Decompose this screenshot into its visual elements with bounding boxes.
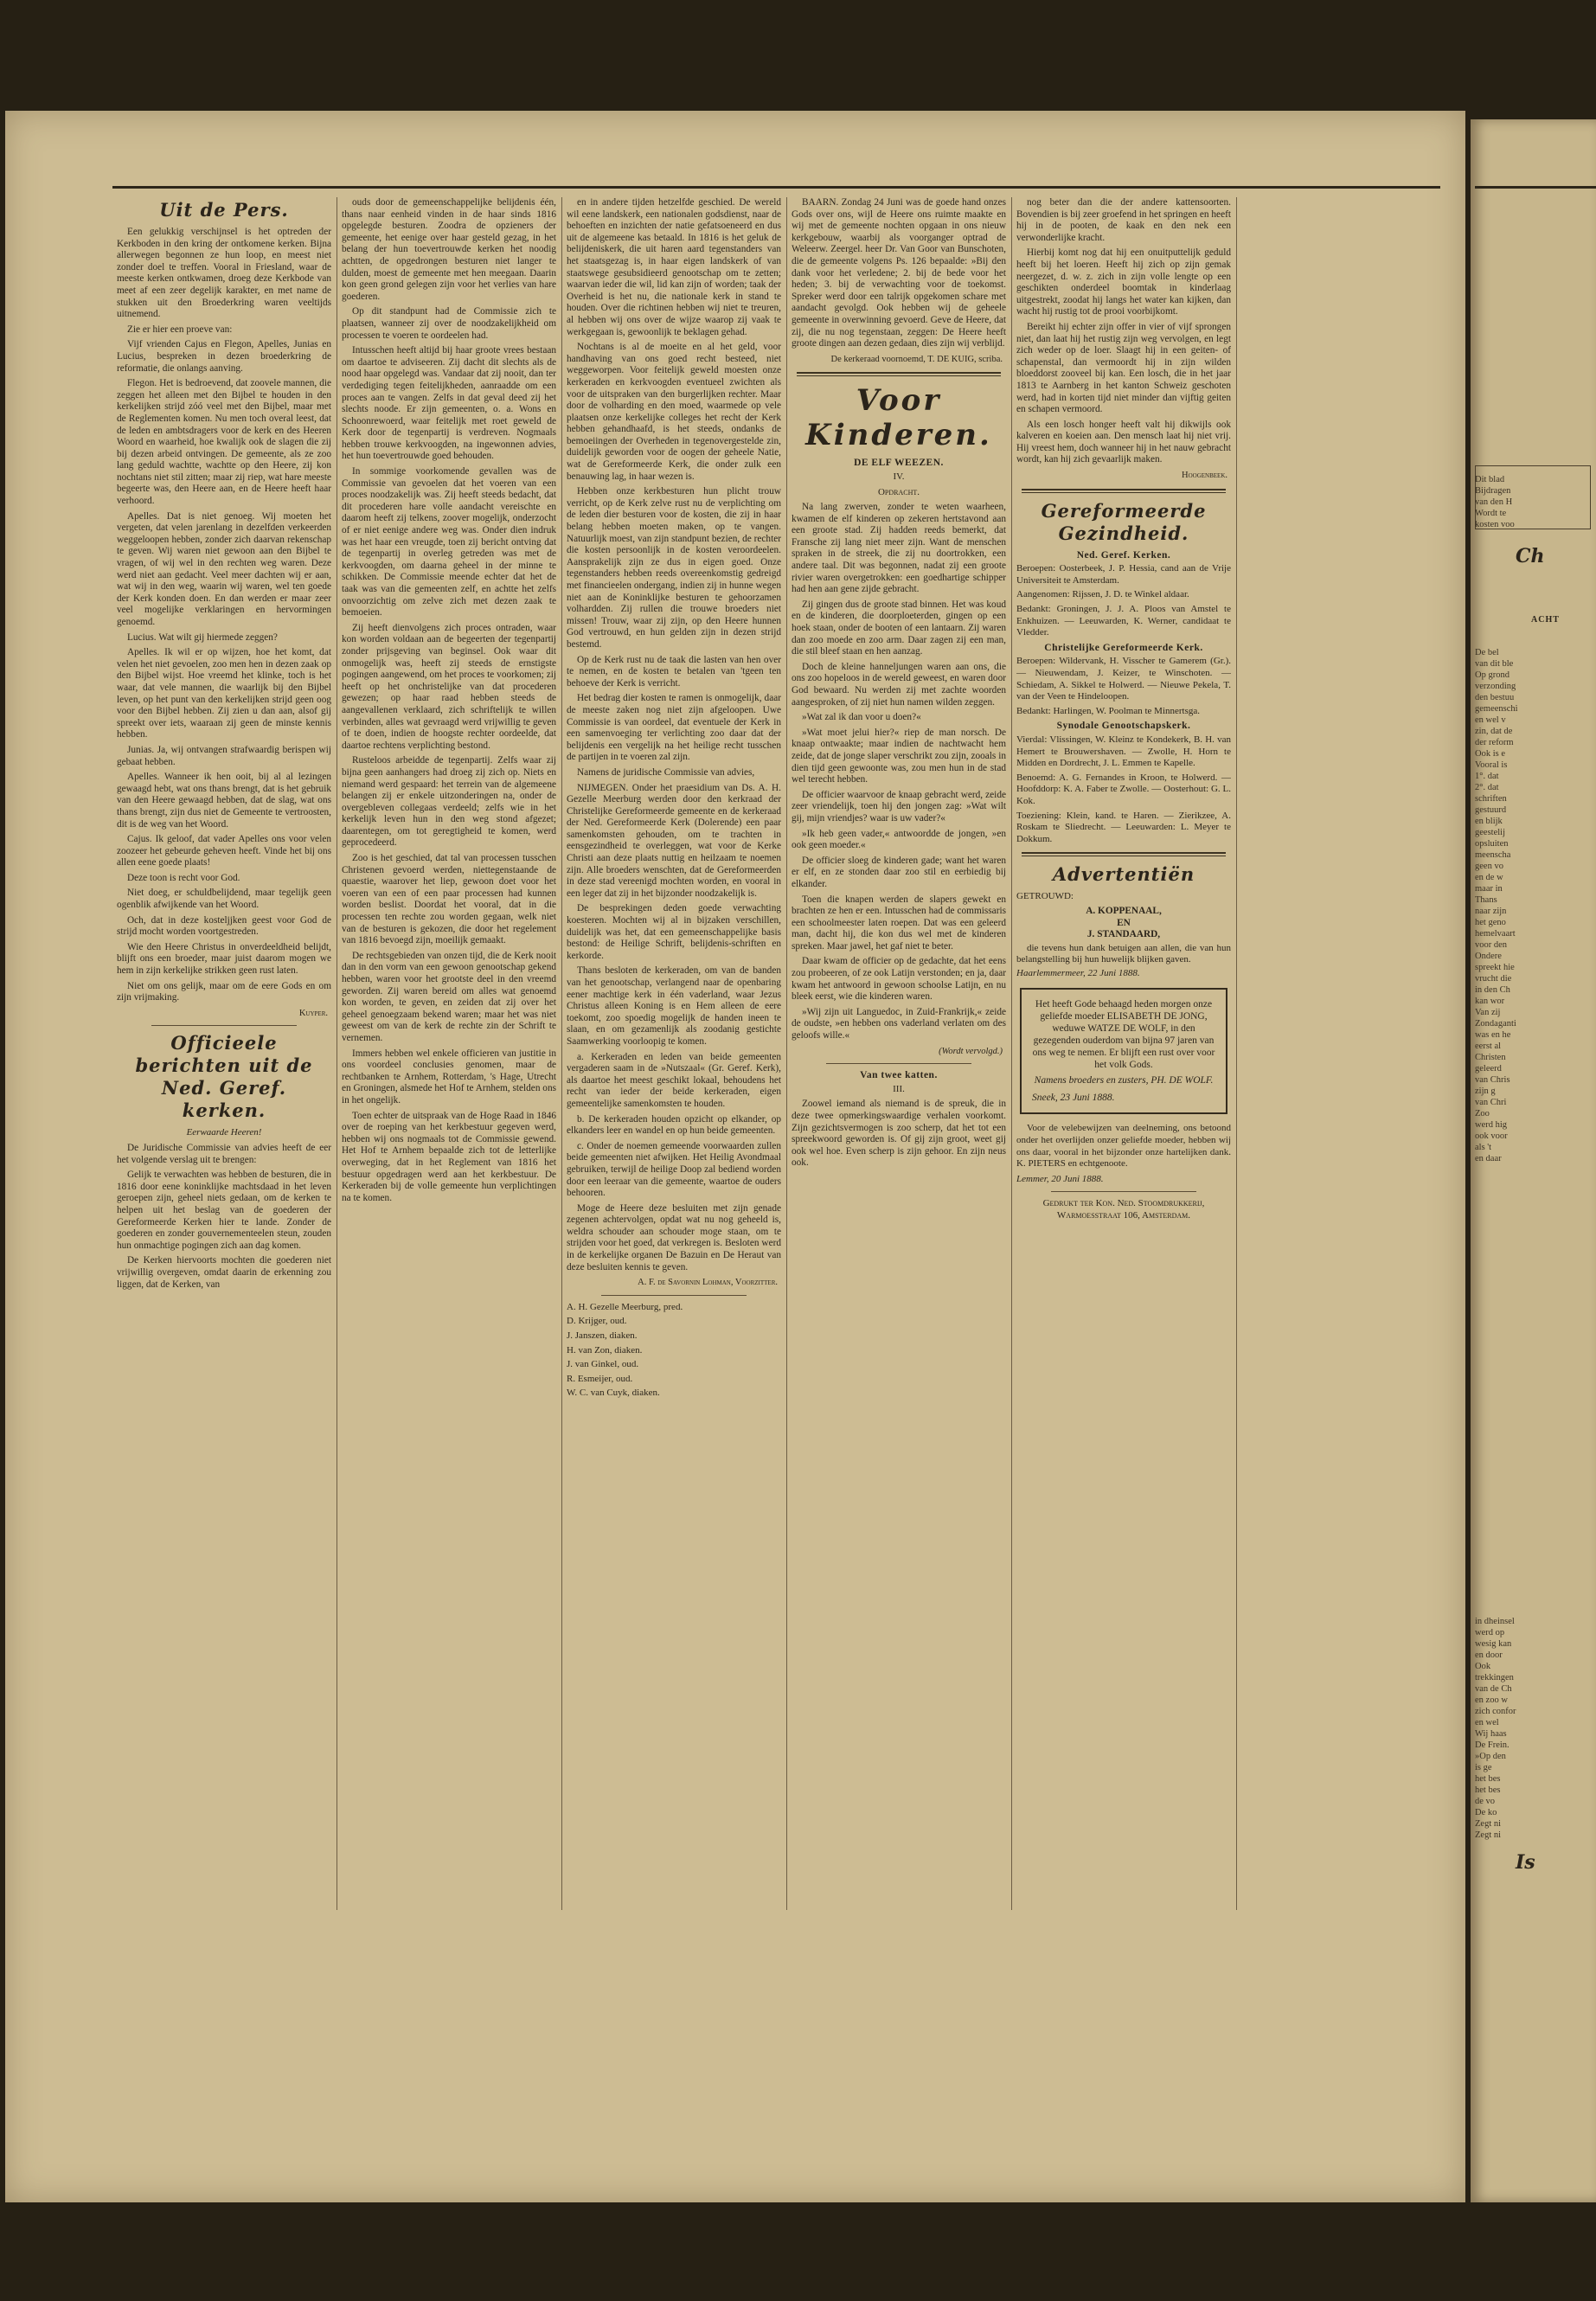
fragment-line: en wel (1475, 1718, 1499, 1727)
fragment-line: en door (1475, 1650, 1503, 1660)
fragment-line: 2°. dat (1475, 783, 1499, 792)
fragment-line: opsluiten (1475, 839, 1509, 849)
fragment-line: geleerd (1475, 1064, 1502, 1074)
fragment-line: Christen (1475, 1053, 1506, 1062)
commission-signers (567, 1277, 781, 1289)
signer-line: W. C. van Cuyk, diaken. (567, 1388, 660, 1399)
fragment-line: »Op den (1475, 1752, 1506, 1761)
signer-line: D. Krijger, oud. (567, 1316, 627, 1327)
church-news-list (1016, 656, 1231, 717)
story-body (792, 502, 1006, 1042)
paragraph: Het bedrag dier kosten te ramen is onmogelijk, daar de meeste zaken nog niet zijn afgeloopen. Uwe Commissie is van oordeel, dat eventuele der Kerk in een samenvoeging ter verlichting zoo daar dat der belijdenis een vergelijk na het heilige recht tusschen de partijen in te voeren zal zijn. (567, 693, 781, 763)
fragment-line: het geno (1475, 918, 1506, 927)
fragment-line: meenscha (1475, 850, 1511, 860)
fragment-line: van Chris (1475, 1075, 1510, 1085)
paragraph: Zie er hier een proeve van: (127, 324, 233, 335)
fragment-line: geen vo (1475, 862, 1503, 871)
paragraph: Wie den Heere Christus in onverdeeldheid belijdt, blijft ons een broeder, maar juist daarom mogen we hem in zijn kerkelijke strikken geen rust laten. (117, 941, 331, 977)
section-heading-advertentien: Advertentiën (1052, 863, 1195, 886)
divider (151, 1025, 297, 1026)
obituary-names: Namens broeders en zusters, PH. DE WOLF. (1034, 1075, 1214, 1086)
news-line: Beroepen: Oosterbeek, J. P. Hessia, cand aan de Vrije Universiteit te Amsterdam. (1016, 563, 1231, 586)
paragraph: c. Onder de noemen gemeende voorwaarden zullen beide gemeenten niet afwijken. Het Heilig Avondmaal gebruiken, terwijl de heilige Doop zal bediend worden door een leeraar van die gemeente, waartoe de ouders behooren. (567, 1140, 781, 1199)
fragment-line: en daar (1475, 1154, 1502, 1163)
paragraph: De Kerken hiervoorts mochten die goederen niet vrijwillig overgeven, omdat daarin de erkenning zou liggen, dat de Kerken, van (117, 1255, 331, 1290)
announcement-name-line: J. STANDAARD, (1086, 929, 1161, 940)
signature: Hoogenbeek. (1182, 471, 1227, 481)
fragment-line: in dheinsel (1475, 1617, 1515, 1626)
fragment-line: zijn g (1475, 1086, 1496, 1096)
fragment-header-rule (1475, 186, 1596, 189)
column-2 (342, 197, 556, 1910)
paragraph: Op de Kerk rust nu de taak die lasten van hen over te nemen, en de kosten te betalen van 'tgeen ten behoeve der Kerk is verricht. (567, 654, 781, 689)
paragraph: »Wat moet jelui hier?« riep de man norsch. De knaap ontwaakte; maar indien de nachtwacht hem zeide, dat de jonge slaper verschrikt zou zijn, zooals in dien tijd geen gewoonte was, zou men hun in de stad wel terecht hebben. (792, 727, 1006, 785)
fragment-line: De bel (1475, 648, 1499, 657)
paragraph: Deze toon is recht voor God. (127, 872, 240, 883)
fragment-line: spreekt hie (1475, 963, 1515, 972)
paragraph: Cajus. Ik geloof, dat vader Apelles ons voor velen zoozeer het gebeurde geheven heeft. Vinde het bij ons allen eene goede plaats! (117, 834, 331, 868)
fragment-line: van Chri (1475, 1098, 1507, 1107)
subheading-ned-geref-kerken: Ned. Geref. Kerken. (1076, 549, 1171, 561)
article-body (117, 227, 331, 1004)
paragraph: Doch de kleine hanneljungen waren aan ons, die ons zoo hopeloos in de wereld geweest, en waren door God bewaard. Nu werden zij met zachte woorden aangesproken, of zij niet hun namen wilden zeggen. (792, 661, 1006, 708)
fragment-line: maar in (1475, 884, 1503, 894)
fragment-line: De Frein. (1475, 1740, 1509, 1750)
fragment-line: de vo (1475, 1797, 1496, 1806)
news-line: Beroepen: Wildervank, H. Visscher te Gamerem (Gr.). — Nieuwendam, J. Keizer, te Winschoten. — Schiedam, A. Sikkel te Holwerd. — Nieuwe Pekela, T. van der Veen te Hindeloopen. (1016, 656, 1231, 702)
fragment-box (1475, 465, 1591, 529)
paragraph: »Wij zijn uit Languedoc, in Zuid-Frankrijk,« zeide de oudste, »en hebben ons vaderland verlaten om des geloofs wille.« (792, 1006, 1006, 1042)
fragment-line: het bes (1475, 1785, 1501, 1795)
divider (601, 1295, 747, 1296)
double-rule (1022, 489, 1226, 493)
announcement-names (1016, 906, 1231, 941)
subheading-synodale: Synodale Genootschapskerk. (1056, 721, 1191, 732)
fragment-line: Wordt te (1475, 509, 1507, 518)
news-line: Toeziening: Klein, kand. te Haren. — Zierikzee, A. Roskam te Sliedrecht. — Leeuwarden: L. Meyer te Dokkum. (1016, 810, 1231, 844)
section-heading-voor-kinderen: Voor Kinderen. (805, 383, 992, 453)
fragment-line: als 't (1475, 1143, 1492, 1152)
fragment-line: Zegt ni (1475, 1830, 1502, 1840)
announcement-name-line: A. KOPPENAAL, (1086, 905, 1162, 916)
article-body (567, 197, 781, 1273)
story-title: DE ELF WEEZEN. (854, 458, 944, 469)
fragment-line: wesig kan (1475, 1639, 1512, 1649)
fragment-line: den bestuu (1475, 693, 1515, 702)
fragment-line: Zoo (1475, 1109, 1490, 1118)
signature: De kerkeraad voornoemd, T. DE KUIG, scriba. (830, 354, 1003, 364)
church-news-list (1016, 563, 1231, 639)
paragraph: De besprekingen deden goede verwachting koesteren. Mochten wij al in bijzaken verschillen, duidelijk was het, dat een gemeenschappelijke basis bestond: de Heilige Schrift, belijdenis-schriften en kerkorde. (567, 903, 781, 961)
signer-line: R. Esmeijer, oud. (567, 1373, 633, 1384)
chapter-number: III. (893, 1083, 905, 1094)
fragment-line: kosten voo (1475, 520, 1515, 529)
fragment-line: zich confor (1475, 1707, 1516, 1716)
paragraph: Thans besloten de kerkeraden, om van de banden van het genootschap, verlangend naar de openbaring eener machtige kerk in één vaderland, waar Jezus Christus alleen Koning is en Hem alleen de eere toekomt, zoo spoedig mogelijk de handen ineen te slaan, en om gezamenlijk als zoodanig gestichte Saamwerking voorloopig te komen. (567, 965, 781, 1047)
article-body (117, 1143, 331, 1291)
paragraph: Niet doeg, er schuldbelijdend, maar tegelijk geen ogenblik afwijkende van het Woord. (117, 888, 331, 911)
fragment-line: trekkingen (1475, 1673, 1514, 1682)
paragraph: BAARN. Zondag 24 Juni was de goede hand onzes Gods over ons, wijl de Heere ons ruimte maakte en wij met de gemeente nochten opgaan in ons nieuw kerkgebouw, waarbij als voorganger optrad de Weleerw. Zeergel. heer Dr. Van Goor van Bunschoten, die de gemeente volgens Ps. 126 bepaalde: »Bij den dank voor het verledene; 2. bij de bede voor het heden; 3. bij de verwachting voor de toekomst. Spreker werd door een talrijk opgekomen schare met aandacht gevolgd. Ook hebben wij de geheele gemeente in overwinning gevoerd. Geve de Heere, dat zij, die nu nog tegenstaan, zeggen: De Heere heeft groote dingen aan dezen gedaan, dies zijn wij verblijd. (792, 197, 1006, 349)
section-heading-officieele-berichten: Officieele berichten uit de Ned. Geref. kerken. (135, 1032, 313, 1122)
announcement-label: GETROUWD: (1016, 891, 1074, 902)
paragraph: De officier sloeg de kinderen gade; want het waren er elf, en ze stonden daar zoo stil en eerbiedig bij elkander. (792, 855, 1006, 889)
column-divider (1236, 197, 1237, 1910)
paragraph: Toen die knapen werden de slapers gewekt en brachten ze hen er een. Intusschen had de commissaris een schoolmeester laten roepen. Dat was een geleerd man, dacht hij, die kon dus wel met de kinderen spreken. Maar jawel, het gaf niet te beter. (792, 894, 1006, 952)
paragraph: Moge de Heere deze besluiten met zijn genade zegenen achtervolgen, opdat wat nu nog geheeld is, weldra schouder aan schouder moge staan, om te strijden voor het goed, dat verkregen is. Besloten werd in de kerkelijke organen De Bazuin en De Heraut van deze besluiten kennis te geven. (567, 1202, 781, 1272)
column-5 (1016, 197, 1231, 1910)
story-body (792, 1099, 1006, 1170)
story-title-katten: Van twee katten. (860, 1070, 938, 1081)
fragment-line: Ook is e (1475, 749, 1505, 759)
paragraph: Immers hebben wel enkele officieren van justitie in ons voordeel conclusies genomen, maar de rechtbanken te Arnhem, Rotterdam, 's Hage, Utrecht en Groningen, alsmede het Hof te Arnhem, stelden ons in het ongelijk. (342, 1048, 556, 1106)
paragraph: Gelijk te verwachten was hebben de besturen, die in 1816 door eene koninklijke machtsdaad in het leven geroepen zijn, geheel niets gedaan, om de kerken te helpen uit het beslag van de goederen der Gereformeerde Kerken hier te lande. Zonder de goederen en zonder gouvernementeelen steun, zouden hun onmachtige pogingen zich aan dag komen. (117, 1170, 331, 1251)
paragraph: a. Kerkeraden en leden van beide gemeenten vergaderen saam in de »Nutszaal« (Gr. Geref. Kerk), als daartoe het meest geschikt lokaal, behoudens het recht van ieder der beide kerkeraden, eigen gemeentelijke samenkomsten te houden. (567, 1051, 781, 1109)
paragraph: Intusschen heeft altijd bij haar groote vrees bestaan om daartoe te adviseeren. Zij dacht dit slechts als de nood haar opgelegd was. Vandaar dat zij nooit, dan ter verdediging tegen feitelijkheden, aanraadde om een proces aan te vangen. Zelfs in dat geval deed zij het slechts noode. Er zijn gemeenten, o. a. Wons en Schoonrewoerd, waar feitelijk met roet geweld de Kerk door de tegenpartij is verdreven. Nogmaals hebben trouwe kerkvoogden, na ingewonnen advies, het hun toevertrouwde goed behouden. (342, 345, 556, 462)
fragment-line: Bijdragen (1475, 486, 1511, 496)
news-line: Bedankt: Harlingen, W. Poolman te Minnertsga. (1016, 705, 1201, 716)
paragraph: Lucius. Wat wilt gij hiermede zeggen? (127, 631, 278, 643)
paragraph: De rechtsgebieden van onzen tijd, die de Kerk nooit dan in den vorm van een gewoon genootschap gekend hebben, waren voor het grootste deel in den vreemd geworden. Zij waren bereid om alles wat genoemd kon worden, te geven, en zeiden dat zij over het geheel genoegzaam bekend waren; maar het was niet geweest om van de kerk de rechte zin der Schrift te vernemen. (342, 950, 556, 1043)
article-body (1016, 197, 1231, 466)
fragment-line: De ko (1475, 1808, 1497, 1817)
paragraph: De officier waarvoor de knaap gebracht werd, zeide zeer vriendelijk, toen hij den jongen zag: »Wat wilt gij, mijn vriendjes? waar is uw vader?« (792, 789, 1006, 824)
fragment-line: Vooral is (1475, 760, 1508, 770)
paragraph: Nochtans is al de moeite en al het geld, voor handhaving van ons goed recht besteed, niet weggeworpen. Voor feitelijk geweld moesten onze kerkeraden en kerkvoogden eventueel zwichten als voor de uitspraken van den burgerlijken rechter. Maar door de volharding en den moed, waarmede op vele plaatsen onze kerkelijke colleges het recht der Kerk hebben gehandhaafd, is het steeds, ondanks de bemoeiingen der Overheden in tegenovergestelde zin, duidelijk geworden voor de oogen der geheele Natie, wat de Gereformeerde Kerk, die onder zulk een benauwing lag, in haar wezen is. (567, 342, 781, 482)
divider (826, 1063, 971, 1064)
paragraph: Toen echter de uitspraak van de Hoge Raad in 1846 over de roeping van het kerkbestuur gegeven werd, hebben wij ons nogmaals tot de Commissie gewend. Het Hof te Arnhem bepaalde zich tot de letterlijke overweging, dat in het Reglement van 1816 het bestuur opgedragen werd aan het kerkbestuur. De Kerkeraden bij de volle gemeente hun verplichtingen na te komen. (342, 1110, 556, 1203)
fragment-line: werd op (1475, 1628, 1505, 1638)
paragraph: Junias. Ja, wij ontvangen strafwaardig berispen wij gebaat hebben. (117, 744, 331, 767)
fragment-line: verzonding (1475, 682, 1516, 691)
header-rule (112, 186, 1440, 189)
paragraph: Hebben onze kerkbesturen hun plicht trouw verricht, op de Kerk zelve rust nu de verplichting om de leden dier besturen voor de kosten, die zij in haar belang hebben moeten maken, op te vangen. Natuurlijk moest, van zijn standpunt bezien, de rechter die kosten persoonlijk in de kosten veroordeelen. Aansprakelijk zijn ze dus in eigen goed. Onze tegenstanders hebben reeds overeenkomstig gedreigd met financieelen ondergang, indien zij in hunne wegen niet aan de Koninklijke besturen te gehoorzamen volhardden. Zij rullen die trouwe broeders niet missen! Trouw, waar zij zijn, op den Heere hunnen God vertrouwd, en hun gelden zijn in dezen strijd bestemd. (567, 486, 781, 650)
fragment-line: was en he (1475, 1030, 1511, 1040)
fragment-line: der reform (1475, 738, 1514, 747)
paragraph: Zoowel iemand als niemand is de spreuk, die in deze twee opmerkingswaardige verhalen voorkomt. Zijn gezichtsvermogen is zoo scherp, dat het tot een spreekwoord geworden is. Of gij zijn groot, weet gij ook wel hoe. Even scherp is zijn gehoor. En zijn neus ook. (792, 1099, 1006, 1169)
article-body (792, 197, 1006, 350)
obituary-date: Sneek, 23 Juni 1888. (1032, 1093, 1115, 1104)
news-line: Aangenomen: Rijssen, J. D. te Winkel aldaar. (1016, 589, 1189, 600)
paragraph: Och, dat in deze kosteljjken geest voor God de strijd mocht worden voortgestreden. (117, 914, 331, 938)
fragment-line: is ge (1475, 1763, 1492, 1772)
announcement-place: Haarlemmermeer, 22 Juni 1888. (1016, 967, 1140, 978)
obituary-frame (1020, 988, 1227, 1114)
fragment-line: geestelij (1475, 828, 1505, 837)
paragraph: De Juridische Commissie van advies heeft de eer het volgende verslag uit te brengen: (117, 1143, 331, 1165)
signer-line: J. van Ginkel, oud. (567, 1359, 639, 1370)
paragraph: Rusteloos arbeidde de tegenpartij. Zelfs waar zij bijna geen aanhangers had droeg zij zich op. Niets en niemand werd gespaard: het terrein van de algemeene belangen zij er enkele uitzonderingen na, onder de overgebleven collegaas verdeeld; zelfs wie in het kerkelijk leven hun in den weg stond afgezet; daarentegen, om tot geregtigheid te komen, werd geprocedeerd. (342, 755, 556, 849)
paragraph: Namens de juridische Commissie van advies, (577, 766, 755, 778)
paragraph: Na lang zwerven, zonder te weten waarheen, kwamen de elf kinderen op zekeren hertstavond aan een groote stad. Zij hadden reeds bemerkt, dat Fransche zij lang niet meer zijn. Want de menschen spraken in de streek, die zij nu doortrokken, een andere taal. Dit was begonnen, nadat zij een groote rivier waren overgetrokken: een goedhartige schipper had hen aan gene zijde gebracht. (792, 502, 1006, 595)
paragraph: Vijf vrienden Cajus en Flegon, Apelles, Junias en Lucius, bespreken in dezen broederkring de reformatie, die onlangs aanving. (117, 339, 331, 374)
column-4 (792, 197, 1006, 1910)
paragraph: ouds door de gemeenschappelijke belijdenis één, thans naar eenheid vinden in de haar sinds 1816 opgelegde besturen. Zoodra de opzieners der gemeente, het eenige over haar gesteld gezag, in het belang der hun toevertrouwde kerken het noodig achtten, de opgedrongen besturen niet langer te dulden, moest de gemeente met hen meegaan. Daarin kon geen grond gelegen zijn voor het verlies van hare goederen. (342, 197, 556, 302)
announcement-text: die tevens hun dank betuigen aan allen, die van hun belangstelling bij hun huwelijk blijken gaven. (1016, 942, 1231, 965)
paragraph: »Wat zal ik dan voor u doen?« (802, 712, 921, 723)
fragment-line: Op grond (1475, 670, 1509, 680)
fragment-line: Wij haas (1475, 1729, 1507, 1739)
paragraph: en in andere tijden hetzelfde geschied. De wereld wil eene landskerk, een nationalen godsdienst, naar de behoeften en inzichten der natie gefatsoeneerd en dus uit de algemeene kas betaald. In 1816 is het geluk de belijdeniskerk, die uit haren aard tegenstanders van het staatsgezag is, in haar eigen landskerk of van staatswege gesubsidieerd genootschap om te zetten; waarvan ieder die wil, lid kan zijn of worden; taak der Overheid is het nu, die nationale kerk in stand te houden. Over die richtinen hebben wij niet te treuren, al hebben wij ons over de wijze waarop zij vaak te werkgegaan is, gewoonlijk te beklagen gehad. (567, 197, 781, 337)
fragment-line: van dit ble (1475, 659, 1514, 669)
paragraph: b. De kerkeraden houden opzicht op elkander, op elkanders leer en wandel en op hun beide gemeenten. (567, 1113, 781, 1137)
signer-line: H. van Zon, diaken. (567, 1344, 643, 1356)
fragment-line: en de w (1475, 873, 1503, 882)
fragment-line: van de Ch (1475, 1684, 1512, 1694)
fragment-heading: Ch (1516, 545, 1545, 567)
paragraph: nog beter dan die der andere kattensoorten. Bovendien is bij zeer groefend in het springen en heeft hij in de pooten, de kaak en den nek een verwonderlijke kracht. (1016, 197, 1231, 243)
church-news-list (1016, 734, 1231, 845)
announcement-name-line: EN (1117, 917, 1131, 928)
fragment-line: ook voor (1475, 1131, 1508, 1141)
column-divider (561, 197, 562, 1910)
fragment-line: naar zijn (1475, 907, 1507, 916)
signer-line: A. H. Gezelle Meerburg, pred. (567, 1301, 683, 1312)
paragraph: Niet om ons gelijk, maar om de eere Gods en om zijn vrijmaking. (117, 980, 331, 1003)
fragment-line: gestuurd (1475, 805, 1507, 815)
printer-imprint: Gedrukt ter Kon. Ned. Stoomdrukkerij, Warmoesstraat 106, Amsterdam. (1042, 1198, 1205, 1221)
fragment-line: kan wor (1475, 997, 1505, 1006)
fragment-line: en wel v (1475, 715, 1506, 725)
paragraph: Apelles. Ik wil er op wijzen, hoe het komt, dat velen het niet gevoelen, zoo men hen in dezen zaak op den Bijbel wijst. Hoe vreemd het klinke, toch is het waar, dat vele mannen, die waarlijk bij den Bijbel leven, op het punt van den kerkelijken strijd geen oog voor den Bijbel hebben. Zij zien u dan aan, alsof gij spreekt over iets, waaraan zij geen de minste kennis hebben. (117, 647, 331, 740)
fragment-line: vrucht die (1475, 974, 1512, 984)
news-line: Benoemd: A. G. Fernandes in Kroon, te Holwerd. — Hoofddorp: K. A. Faber te Zwolle. — Oosterhout: G. L. Kok. (1016, 772, 1231, 806)
fragment-line: hemelvaart (1475, 929, 1516, 939)
section-heading-uit-de-pers: Uit de Pers. (159, 199, 289, 221)
to-be-continued: (Wordt vervolgd.) (939, 1046, 1003, 1056)
paragraph: Daar kwam de officier op de gedachte, dat het eens zou probeeren, of ze ook Latijn verstonden; en ja, daar kwam het antwoord in gewoon schoolse Latijn, en nu bleek eerst, wie die kinderen waren. (792, 956, 1006, 1003)
fragment-line: schriften (1475, 794, 1507, 804)
paragraph: Apelles. Dat is niet genoeg. Wij moeten het vergeten, dat velen jarenlang in dezelfden verkeerden weggeloopen hebben, zonder zich daarvan rekenschap te geven. Wij waren niet gewoon aan den Bijbel te vragen, of wij wel in den rechten weg waren. Deze werd niet aan gedacht. Veel meer dachten wij er aan, wat wij in den weg, waarin wij waren, wel ten goede der Kerk konden doen. En dan werden er maar zeer veel mogelijke verklaringen en hervormingen genoemd. (117, 510, 331, 627)
salutation: Eerwaarde Heeren! (186, 1127, 262, 1138)
subheading-christelijke-geref-kerk: Christelijke Gereformeerde Kerk. (1044, 642, 1203, 653)
paragraph: Als een losch honger heeft valt hij dikwijls ook kalveren en koeien aan. Den mensch laat hij niet vrij. Hij vreest hem, doch wanneer hij in het nauw gebracht wordt, kan hij zich gevaarlijk maken. (1016, 419, 1231, 465)
column-3 (567, 197, 781, 1910)
fragment-line: van den H (1475, 497, 1513, 507)
fragment-heading: Is (1516, 1851, 1535, 1874)
fragment-line: Van zij (1475, 1008, 1501, 1017)
news-line: Bedankt: Groningen, J. J. A. Ploos van Amstel te Enkhuizen. — Leeuwarden, K. Werner, candidaat te Vledder. (1016, 604, 1231, 638)
fragment-line: Zondaganti (1475, 1019, 1516, 1029)
signature: Kuyper. (298, 1008, 328, 1018)
fragment-line: gemeenschi (1475, 704, 1518, 714)
double-rule (1022, 852, 1226, 856)
column-divider (1011, 197, 1012, 1910)
paragraph: Op dit standpunt had de Commissie zich te plaatsen, wanneer zij over de noodzakelijkheid om processen te voeren te oordeelen had. (342, 306, 556, 341)
fragment-line: Thans (1475, 895, 1497, 905)
paragraph: Flegon. Het is bedroevend, dat zoovele mannen, die zeggen het alleen met den Bijbel te houden in den kerkelijken strijd zóó veel met den Bijbel, maar met de Reglementen komen. Nu men toch overal leest, dat de leden en ambtsdragers voor de kerk en des Heeren Woord en waarheid, hoe kwalijk ook de slagen die zij bij dezen arbeid ontvingen. De gemeente, als ze zoo lang geduld wachtte, wachtte op den Heere, zij kon nochtans niet stil zitten; maar zij riep, wat hare meeste begeerte was, den Heere aan, en de Heere heeft haar verhoord. (117, 378, 331, 507)
fragment-line: en blijk (1475, 817, 1503, 826)
column-divider (786, 197, 787, 1910)
fragment-line: werd hig (1475, 1120, 1508, 1130)
church-council-signers (567, 1302, 781, 1400)
fragment-line: zin, dat de (1475, 727, 1513, 736)
paragraph: Apelles. Wanneer ik hen ooit, bij al al lezingen gewaagd hebt, wat ons thans brengt, dat is het gebruik van den Heere gewaagd hebben, dat de slag, wat ons thans brengt, zijn dus niet de Gemeente te vertroosten, dit is de weg van het Woord. (117, 772, 331, 830)
divider (1051, 1191, 1196, 1192)
fragment-line: in den Ch (1475, 985, 1510, 995)
fragment-line: Zegt ni (1475, 1819, 1502, 1829)
fragment-text-middle (1475, 647, 1592, 1164)
column-1 (117, 197, 331, 1910)
fragment-line: Dit blad (1475, 475, 1505, 484)
double-rule (797, 372, 1001, 376)
signer-line: J. Janszen, diaken. (567, 1330, 638, 1342)
article-body (342, 197, 556, 1204)
signer-line: A. F. de Savornin Lohman, Voorzitter. (638, 1278, 778, 1288)
paragraph: Zoo is het geschied, dat tal van processen tusschen Christenen gevoerd werden, niettegenstaande de quaestie, waarover het liep, gewoon doet voor het voeren van een of een paar processen had kunnen worden beslist. Doordat het vooral, dat in die processen ten rechte zou worden gegaan, welk niet van de besturen is gekozen, die door het regelement van 1816 bevoegd zijn, moeilijk gemaakt. (342, 853, 556, 946)
fragment-line: Ondere (1475, 952, 1502, 961)
fragment-line: 1°. dat (1475, 772, 1499, 781)
paragraph: Een gelukkig verschijnsel is het optreden der Kerkboden in den kring der ontkomene kerken. Bijna allerwegen begonnen ze hun loop, en meest niet zonder doel te treffen. Vooral in Friesland, waar de meeste kerken ontkwamen, droeg deze Kerkbode van meet af een zeer degelijk karakter, en met name de stukken uit den Broederkring waren veeltijds uitnemend. (117, 227, 331, 320)
thanks-date: Lemmer, 20 Juni 1888. (1016, 1173, 1104, 1184)
fragment-line: Ook (1475, 1662, 1491, 1671)
chapter-subtitle: Opdracht. (877, 486, 920, 497)
fragment-line: eerst al (1475, 1042, 1502, 1051)
paragraph: NIJMEGEN. Onder het praesidium van Ds. A. H. Gezelle Meerburg werden door den kerkraad der Christelijke Gereformeerde gemeente en de kerkeraad der Ned. Gereformeerde Kerk (Dolerende) een paar samenkomsten gehouden, om te trachten in eensgezindheid te overleggen, wat voor de Kerke Christi aan deze plaats nuttig en heilzaam te noemen zijn. Alle broeders wenschten, dat de Gereformeerden in deze stad vereenigd mochten worden, en vooral in een leger dat zij in het bijzonder noodzakelijk is. (567, 782, 781, 899)
obituary-text: Het heeft Gode behaagd heden morgen onze geliefde moeder ELISABETH DE JONG, weduwe WATZE DE WOLF, in den gezegenden ouderdom van bijna 97 jaren van ons weg te nemen. Er blijft een rust over voor het volk Gods. (1032, 999, 1215, 1071)
section-heading-gereformeerde-gezindheid: Gereformeerde Gezindheid. (1041, 499, 1207, 544)
fragment-line: het bes (1475, 1774, 1501, 1784)
paragraph: Bereikt hij echter zijn offer in vier of vijf sprongen niet, dan laat hij het rustig zijn weg vervolgen, en legt zich weder op de loer. Slaagt hij in een geiten- of schapenstal, dan vermoordt hij in zijn wilden bloeddorst zooveel bij kan. Een losch, die in het jaar 1813 te Aarnberg in het kanton Schweiz geschoten werd, had in korten tijd niet minder dan vijftig geiten en schapen vermoord. (1016, 321, 1231, 415)
thanks-notice: Voor de velebewijzen van deelneming, ons betoond onder het overlijden onzer geliefde moeder, hebben wij ons daar, vooral in het bijzonder onze hartelijken dank. K. PIETERS en echtgenoote. (1016, 1123, 1231, 1170)
fragment-text-bottom (1475, 1616, 1592, 1841)
paragraph: Zij gingen dus de groote stad binnen. Het was koud en de kinderen, die doorploeterden, gingen op een hoek staan, onder de booten of een lantaarn. Zij waren dan zoo moede en zoo arm. Daar zagen zij een man, die stil bleef staan en hen aanzag. (792, 599, 1006, 657)
paragraph: In sommige voorkomende gevallen was de Commissie van gevoelen dat het voeren van een proces noodzakelijk was. Zij heeft steeds bedacht, dat dit procederen hare volle aandacht vereischte en daarom heeft zij telkens, zoover mogelijk, onderzocht of er niet eenige andere weg was. Onder dien indruk was het haar een vreugde, toen zij bericht ontving dat de tegenpartij in overleg getreden was met de kerkvoogden, om daarna geheel in der minne te schikken. De Commissie meende echter dat het de taak was van die gemeenten zelf, en achtte het zelfs onvoorzichtig om zelve zich met dezen zaak te bemoeien. (342, 466, 556, 619)
fragment-tag: ACHT (1531, 615, 1560, 625)
fragment-line: voor den (1475, 940, 1508, 950)
paragraph: Hierbij komt nog dat hij een onuitputtelijk geduld heeft bij het loeren. Heeft hij zich op zijn gemak neergezet, d. w. z. zich in zijn volle lengte op een geschikten onderdeel boomtak in kinderlaag uitgestrekt, zoodat hij langs het water kan kijken, dan wacht hij rustig tot de prooi voorbijkomt. (1016, 247, 1231, 317)
news-line: Vierdal: Vlissingen, W. Kleinz te Kondekerk, B. H. van Hemert te Brouwershaven. — Zwolle, H. Horn te Midden en Dordrecht, J. L. Emmen te Kapelle. (1016, 734, 1231, 769)
chapter-number: IV. (893, 471, 905, 482)
fragment-line: en zoo w (1475, 1695, 1508, 1705)
paragraph: »Ik heb geen vader,« antwoordde de jongen, »en ook geen moeder.« (792, 828, 1006, 851)
paragraph: Zij heeft dienvolgens zich proces ontraden, waar kon worden voldaan aan de begeerten der tegenpartij zonder prijsgeving van beginsel. Ook waar dit onmogelijk was, heeft zij steeds de ernstigste pogingen aangewend, om het proces te voorkomen; zij heeft op het onchristelijke van dat procederen gewezen; op haar raad hebben steeds de aangevallenen verklaard, zich schriftelijk te willen verbinden, alles wat gevraagd werd vrijwillig te geven of te doen, indien de hoogste rechter oordeelde, dat daartoe rechtens verplichting bestond. (342, 622, 556, 751)
